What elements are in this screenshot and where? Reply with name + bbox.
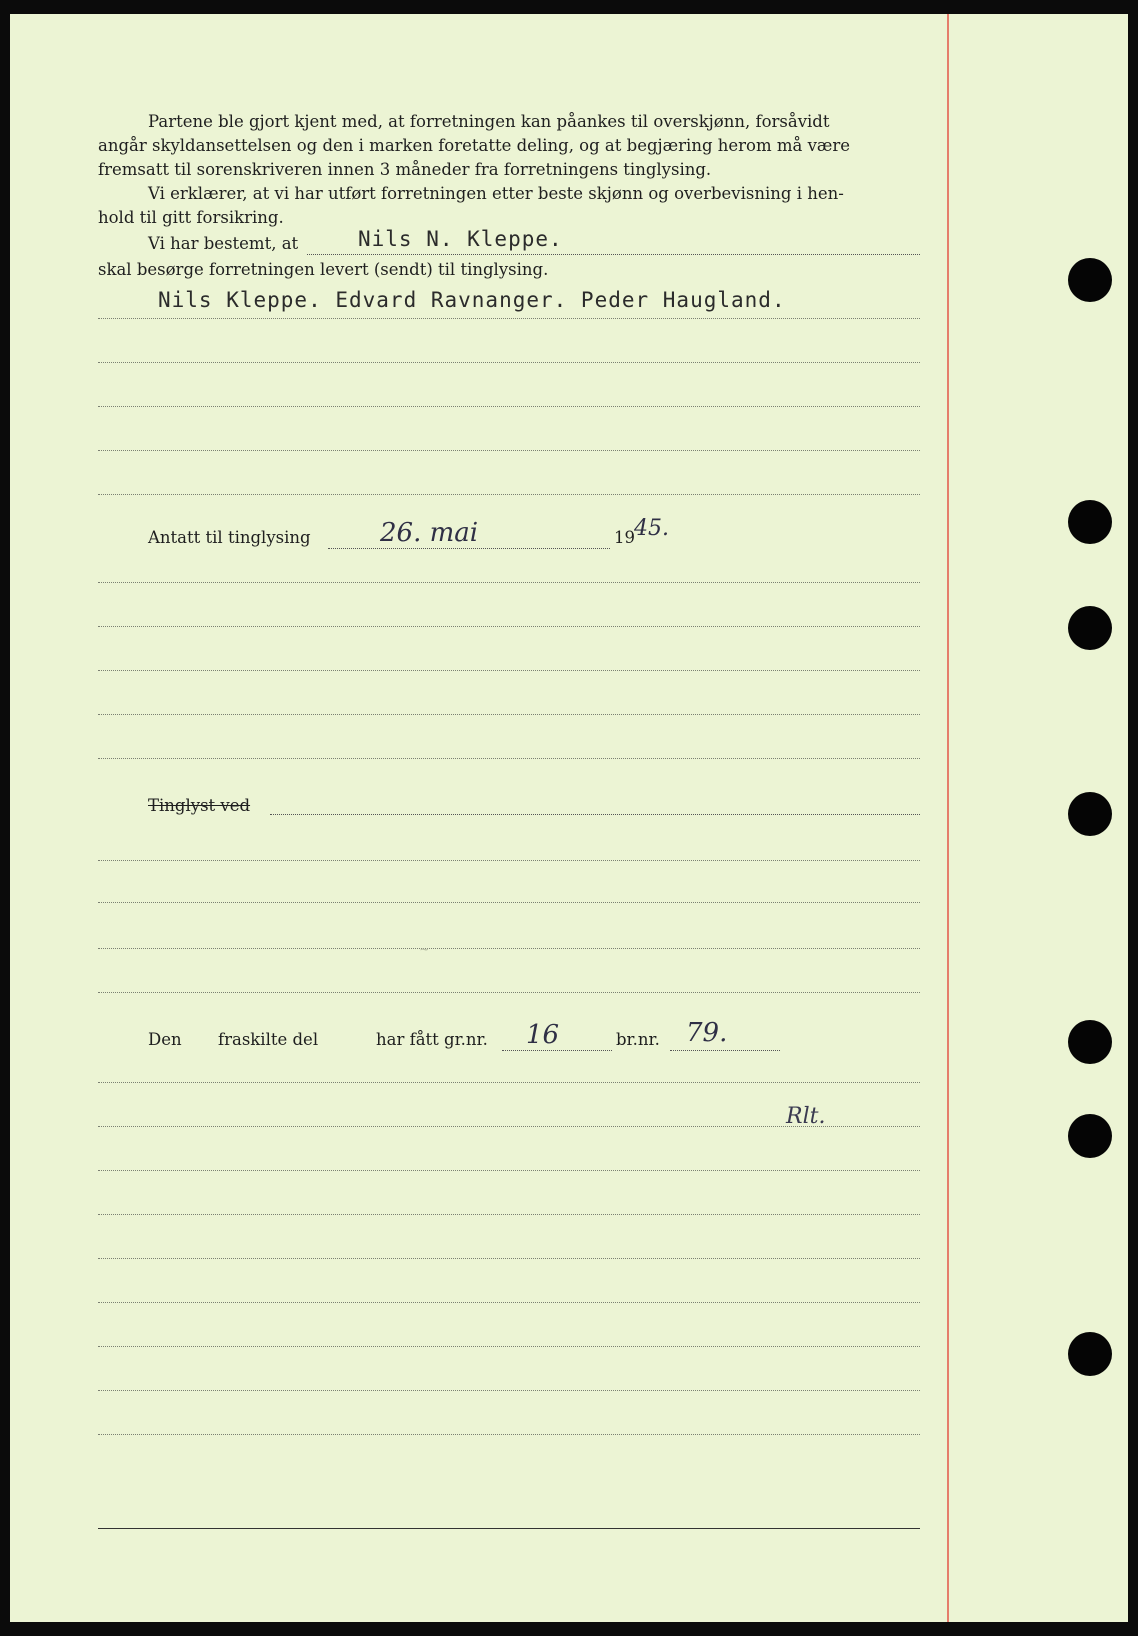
paragraph-line: skal besørge forretningen levert (sendt) til tinglysing. bbox=[98, 260, 549, 279]
rule-line bbox=[98, 1390, 920, 1391]
rule-line-final bbox=[98, 1528, 920, 1529]
punch-hole bbox=[1068, 500, 1112, 544]
paragraph-line: hold til gitt forsikring. bbox=[98, 208, 284, 227]
rule-line bbox=[98, 948, 920, 949]
bnr-label: br.nr. bbox=[616, 1030, 660, 1049]
registration-label: Antatt til tinglysing bbox=[148, 528, 311, 547]
rule-line bbox=[98, 670, 920, 671]
fill-line bbox=[328, 548, 610, 549]
gnr-value: 16 bbox=[526, 1020, 560, 1050]
paragraph-line: fremsatt til sorenskriveren innen 3 måneder fra forretningens tinglysing. bbox=[98, 160, 712, 179]
fill-line bbox=[270, 814, 920, 815]
parcel-label-prefix: Den bbox=[148, 1030, 182, 1049]
fill-line bbox=[670, 1050, 780, 1051]
rule-line bbox=[98, 714, 920, 715]
rule-line bbox=[98, 626, 920, 627]
rule-line bbox=[98, 1258, 920, 1259]
rule-line bbox=[98, 1346, 920, 1347]
rule-line bbox=[98, 992, 920, 993]
initials: Rlt. bbox=[786, 1104, 826, 1129]
registration-year-prefix: 19 bbox=[614, 528, 635, 547]
gnr-label: har fått gr.nr. bbox=[376, 1030, 488, 1049]
fill-line bbox=[502, 1050, 612, 1051]
registration-year-suffix: 45. bbox=[634, 516, 669, 541]
bleed-through: ~ bbox=[420, 942, 431, 958]
rule-line bbox=[98, 362, 920, 363]
designation-label: Vi har bestemt, at bbox=[148, 234, 299, 253]
document-page bbox=[10, 14, 1128, 1622]
rule-line bbox=[98, 758, 920, 759]
fill-line bbox=[307, 254, 920, 255]
punch-hole bbox=[1068, 258, 1112, 302]
rule-line bbox=[98, 1082, 920, 1083]
rule-line bbox=[98, 1302, 920, 1303]
rule-line bbox=[98, 494, 920, 495]
punch-hole bbox=[1068, 606, 1112, 650]
bnr-value: 79. bbox=[686, 1018, 728, 1048]
margin-rule bbox=[947, 14, 949, 1622]
rule-line bbox=[98, 406, 920, 407]
rule-line bbox=[98, 902, 920, 903]
signatures: Nils Kleppe. Edvard Ravnanger. Peder Haugland. bbox=[158, 288, 786, 312]
punch-hole bbox=[1068, 792, 1112, 836]
paragraph-line: Partene ble gjort kjent med, at forretningen kan påankes til overskjønn, forsåvidt bbox=[148, 112, 830, 131]
punch-hole bbox=[1068, 1332, 1112, 1376]
punch-hole bbox=[1068, 1114, 1112, 1158]
punch-hole bbox=[1068, 1020, 1112, 1064]
paragraph-line: Vi erklærer, at vi har utført forretningen etter beste skjønn og overbevisning i hen- bbox=[148, 184, 844, 203]
rule-line bbox=[98, 1170, 920, 1171]
rule-line bbox=[98, 450, 920, 451]
paragraph-line: angår skyldansettelsen og den i marken foretatte deling, og at begjæring herom må være bbox=[98, 136, 851, 155]
rule-line bbox=[98, 1214, 920, 1215]
registration-date: 26. mai bbox=[380, 518, 479, 548]
rule-line bbox=[98, 860, 920, 861]
designated-person: Nils N. Kleppe. bbox=[358, 227, 563, 251]
parcel-label: fraskilte del bbox=[218, 1030, 319, 1049]
tinglyst-label: Tinglyst ved bbox=[148, 796, 251, 815]
rule-line bbox=[98, 582, 920, 583]
rule-line bbox=[98, 1434, 920, 1435]
rule-line bbox=[98, 318, 920, 319]
